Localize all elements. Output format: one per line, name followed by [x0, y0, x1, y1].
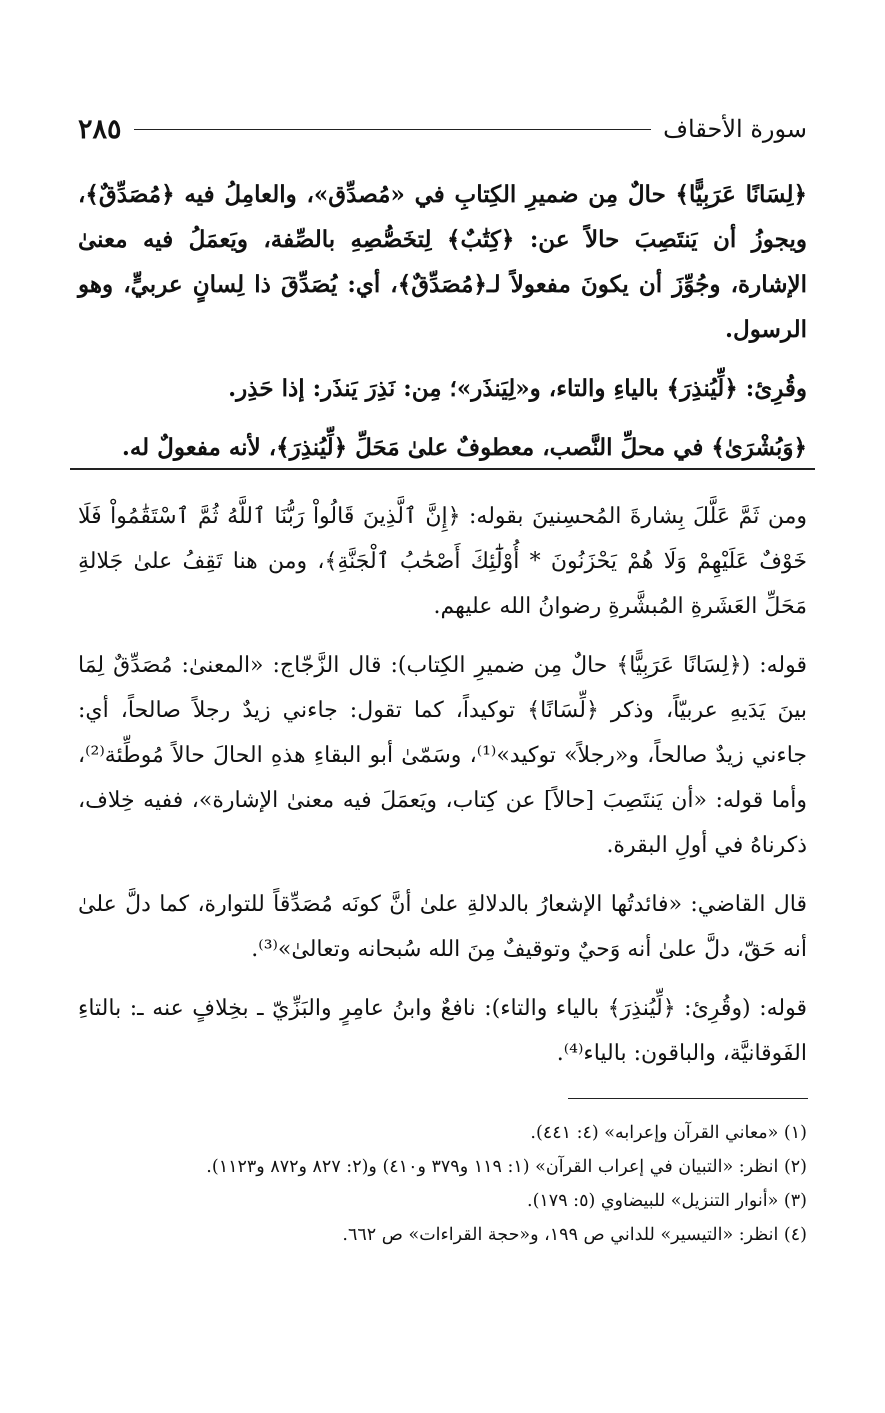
- footnote-1: (١) «معاني القرآن وإعرابه» (٤: ٤٤١).: [530, 1123, 807, 1143]
- footnotes: [78, 1116, 807, 1252]
- header-rule: [134, 129, 652, 130]
- page-number: ٢٨٥: [78, 113, 122, 145]
- main-text: [78, 172, 807, 470]
- commentary-paragraph-4: قوله: (وقُرِئ: ﴿لِّيُنذِرَ﴾ بالياء والتاء): نافعٌ وابنُ عامِرٍ والبَزِّيّ ـ بخِلافٍ عنه ـ: بالتاءِ الفَوقانيَّة، والباقون: بالياء⁽⁴⁾.: [78, 996, 807, 1066]
- commentary-paragraph-2: قوله: (﴿لِسَانًا عَرَبِيًّا﴾ حالٌ مِن ضميرِ الكِتاب): قال الزَّجّاج: «المعنىٰ: مُصَدِّقٌ لِمَا بينَ يَدَيهِ عربيّاً، وذكر ﴿لِّسَانًا﴾ توكيداً، كما تقول: جاءني زيدٌ رجلاً صالحاً، أي: جاءني زيدٌ صالحاً، و«رجلاً» توكيد»⁽¹⁾، وسَمّىٰ أبو البقاءِ هذهِ الحالَ حالاً مُوطِّئة⁽²⁾، وأما قوله: «أن يَنتَصِبَ [حالاً] عن كِتاب، ويَعمَلَ فيه معنىٰ الإشارة»، ففيه خِلاف، ذكرناهُ في أولِ البقرة.: [78, 653, 807, 858]
- commentary-text: [78, 494, 807, 1076]
- page-header: [78, 108, 807, 150]
- main-paragraph-3: ﴿وَبُشْرَىٰ﴾ في محلِّ النَّصب، معطوفٌ علىٰ مَحَلِّ ﴿لِّيُنذِرَ﴾، لأنه مفعولٌ له.: [121, 434, 807, 461]
- surah-title: سورة الأحقاف: [663, 115, 807, 143]
- main-paragraph-1: ﴿لِسَانًا عَرَبِيًّا﴾ حالٌ مِن ضميرِ الكِتابِ في «مُصدِّق»، والعامِلُ فيه ﴿مُصَدِّقٌ﴾، ويجوزُ أن يَنتَصِبَ حالاً عن: ﴿كِتَٰبٌ﴾ لِتخَصُّصِهِ بالصِّفة، ويَعمَلُ فيه معنىٰ الإشارة، وجُوِّزَ أن يكونَ مفعولاً لـ﴿مُصَدِّقٌ﴾، أي: يُصَدِّقَ ذا لِسانٍ عربيٍّ، وهو الرسول.: [78, 181, 807, 343]
- main-paragraph-2: وقُرِئ: ﴿لِّيُنذِرَ﴾ بالياءِ والتاء، و«لِيَنذَر»؛ مِن: نَذِرَ يَنذَر: إذا حَذِر.: [228, 375, 807, 402]
- footnote-rule: [568, 1098, 808, 1099]
- footnote-4: (٤) انظر: «التيسير» للداني ص ١٩٩، و«حجة القراءات» ص ٦٦٢.: [342, 1225, 807, 1245]
- commentary-paragraph-3: قال القاضي: «فائدتُها الإشعارُ بالدلالةِ علىٰ أنَّ كونَه مُصَدِّقاً للتوارة، كما دلَّ علىٰ أنه حَقّ، دلَّ علىٰ أنه وَحيٌ وتوقيفٌ مِنَ الله سُبحانه وتعالىٰ»⁽³⁾.: [78, 892, 807, 962]
- section-divider: [70, 468, 815, 470]
- footnote-2: (٢) انظر: «التبيان في إعراب القرآن» (١: ١١٩ و٣٧٩ و٤١٠) و(٢: ٨٢٧ و٨٧٢ و١١٢٣).: [206, 1157, 807, 1177]
- footnote-3: (٣) «أنوار التنزيل» للبيضاوي (٥: ١٧٩).: [527, 1191, 807, 1211]
- commentary-paragraph-1: ومن ثَمَّ عَلَّلَ بِشارةَ المُحسِنينَ بقوله: ﴿إِنَّ ٱلَّذِينَ قَالُواْ رَبُّنَا ٱللَّهُ ثُمَّ ٱسْتَقَٰمُواْ فَلَا خَوْفٌ عَلَيْهِمْ وَلَا هُمْ يَحْزَنُونَ * أُوْلَٰٓئِكَ أَصْحَٰبُ ٱلْجَنَّةِ﴾، ومن هنا تَقِفُ علىٰ جَلالةِ مَحَلِّ العَشَرةِ المُبشَّرةِ رضوانُ الله عليهم.: [78, 504, 807, 619]
